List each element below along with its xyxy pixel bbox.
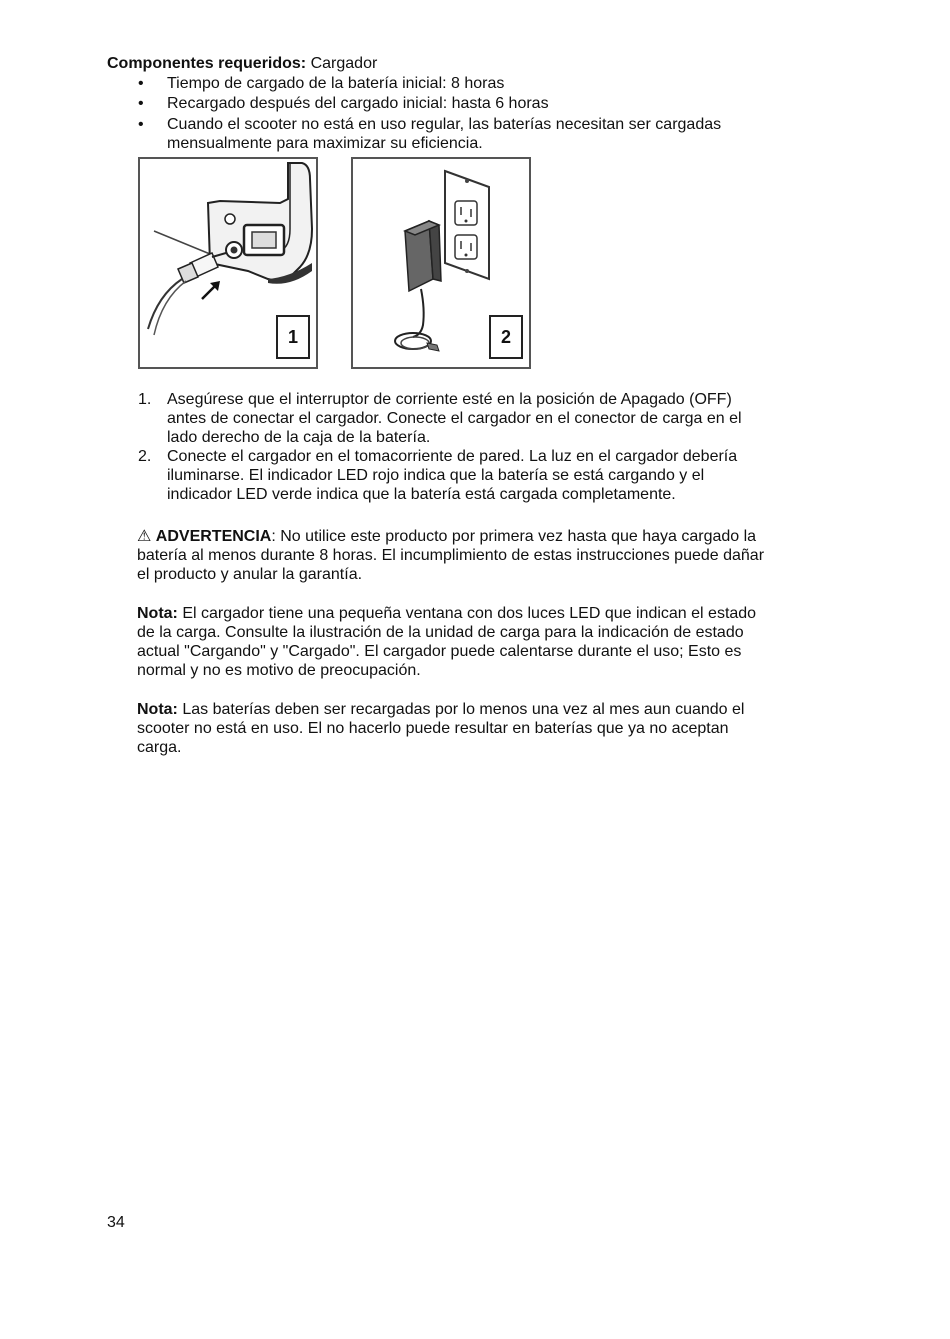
figure-charger-port bbox=[138, 157, 318, 369]
figure-1-label: 1 bbox=[276, 315, 310, 359]
step-2-line: iluminarse. El indicador LED rojo indica que la batería se está cargando y el bbox=[167, 467, 705, 484]
note-line bbox=[137, 700, 744, 720]
page-number: 34 bbox=[107, 1214, 125, 1231]
list-item: Cuando el scooter no está en uso regular, las baterías necesitan ser cargadas bbox=[167, 116, 722, 133]
step-number: 2. bbox=[138, 448, 152, 465]
warning-line: el producto y anular la garantía. bbox=[137, 566, 363, 583]
warning-label: ADVERTENCIA bbox=[155, 528, 272, 545]
note-line: de la carga. Consulte la ilustración de la unidad de carga para la indicación de estado bbox=[137, 624, 744, 641]
warning-line: batería al menos durante 8 horas. El incumplimiento de estas instrucciones puede dañar bbox=[137, 547, 765, 564]
figure-2-label: 2 bbox=[489, 315, 523, 359]
note-line bbox=[137, 604, 756, 624]
components-heading bbox=[107, 54, 377, 74]
note-text: Las baterías deben ser recargadas por lo menos una vez al mes aun cuando el bbox=[177, 701, 745, 718]
step-number: 1. bbox=[138, 391, 152, 408]
bullet-icon: • bbox=[138, 95, 144, 112]
note-label: Nota: bbox=[137, 701, 178, 718]
components-value: Cargador bbox=[306, 55, 378, 72]
note-line: carga. bbox=[137, 739, 182, 756]
note-line: normal y no es motivo de preocupación. bbox=[137, 662, 421, 679]
components-label: Componentes requeridos: bbox=[107, 55, 307, 72]
step-1-line: antes de conectar el cargador. Conecte el cargador en el conector de carga en el bbox=[167, 410, 742, 427]
list-item-continuation: mensualmente para maximizar su eficiencia. bbox=[167, 135, 483, 152]
warning-line bbox=[137, 527, 756, 547]
warning-icon: ⚠ bbox=[137, 528, 152, 545]
warning-text: : No utilice este producto por primera vez hasta que haya cargado la bbox=[271, 528, 757, 545]
note-text: El cargador tiene una pequeña ventana con dos luces LED que indican el estado bbox=[177, 605, 757, 622]
step-1-line: Asegúrese que el interruptor de corriente esté en la posición de Apagado (OFF) bbox=[167, 391, 732, 408]
bullet-icon: • bbox=[138, 116, 144, 133]
step-2-line: Conecte el cargador en el tomacorriente de pared. La luz en el cargador debería bbox=[167, 448, 738, 465]
note-line: scooter no está en uso. El no hacerlo puede resultar en baterías que ya no aceptan bbox=[137, 720, 729, 737]
bullet-icon: • bbox=[138, 75, 144, 92]
figure-wall-outlet bbox=[351, 157, 531, 369]
note-line: actual "Cargando" y "Cargado". El cargador puede calentarse durante el uso; Esto es bbox=[137, 643, 742, 660]
list-item: Recargado después del cargado inicial: hasta 6 horas bbox=[167, 95, 549, 112]
step-1-line: lado derecho de la caja de la batería. bbox=[167, 429, 431, 446]
note-label: Nota: bbox=[137, 605, 178, 622]
list-item: Tiempo de cargado de la batería inicial: 8 horas bbox=[167, 75, 505, 92]
step-2-line: indicador LED verde indica que la batería está cargada completamente. bbox=[167, 486, 676, 503]
